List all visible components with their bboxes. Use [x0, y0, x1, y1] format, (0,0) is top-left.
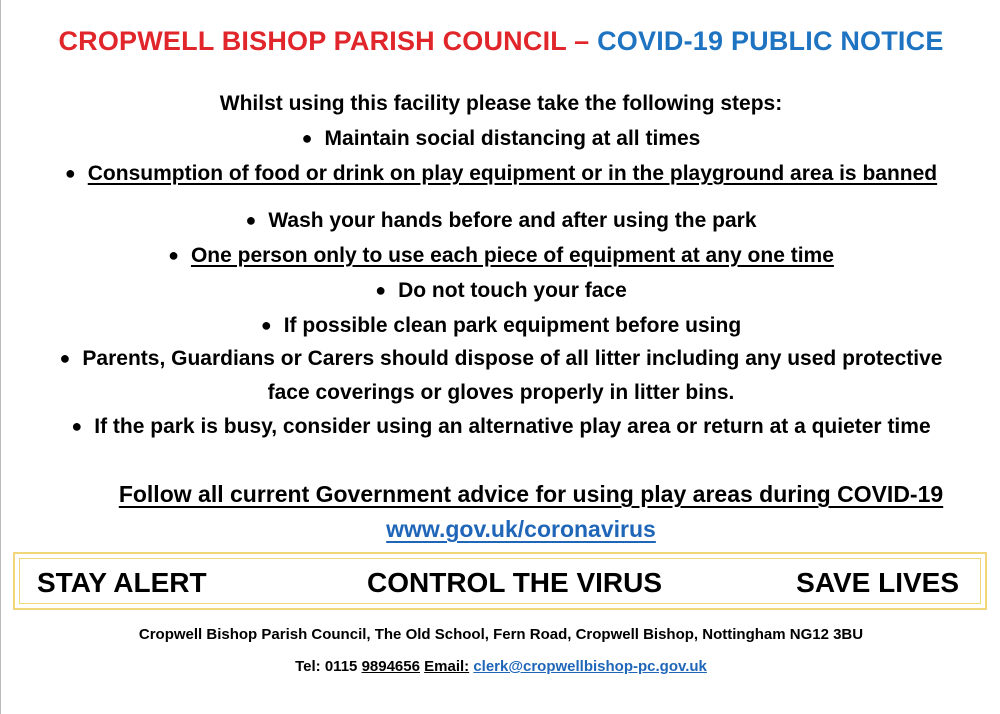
contact-line	[1, 658, 1000, 675]
tel-label: Tel:	[295, 658, 321, 675]
bullet-icon: ●	[59, 348, 71, 368]
step-item: ● Wash your hands before and after using the park	[245, 209, 757, 232]
bullet-icon: ●	[71, 416, 83, 436]
bullet-icon: ●	[245, 210, 257, 230]
slogan-save-lives: SAVE LIVES	[796, 567, 959, 598]
gov-link[interactable]: www.gov.uk/coronavirus	[386, 516, 656, 542]
email-label: Email:	[424, 658, 470, 675]
step-item: ● If the park is busy, consider using an alternative play area or return at a quieter time	[71, 415, 931, 438]
bullet-icon: ●	[301, 128, 313, 148]
bullet-icon: ●	[168, 245, 179, 265]
council-address: Cropwell Bishop Parish Council, The Old School, Fern Road, Cropwell Bishop, Nottingham NG12 3BU	[138, 626, 864, 643]
government-advice: Follow all current Government advice for using play areas during COVID-19	[118, 481, 944, 507]
step-item: ● Do not touch your face	[375, 279, 627, 302]
slogan-control-virus: CONTROL THE VIRUS	[367, 567, 663, 598]
title-council: CROPWELL BISHOP PARISH COUNCIL –	[58, 26, 590, 56]
slogan-banner	[13, 552, 987, 610]
step-item-continued: face coverings or gloves properly in litter bins.	[267, 381, 735, 404]
step-item: ● If possible clean park equipment before using	[260, 314, 742, 337]
tel-prefix: 0115	[324, 658, 358, 675]
tel-number[interactable]: 9894656	[361, 658, 420, 675]
step-item: ● Parents, Guardians or Carers should dispose of all litter including any used protective	[59, 347, 943, 370]
page-title	[1, 26, 1000, 57]
step-item: ● Consumption of food or drink on play equipment or in the playground area is banned	[64, 162, 938, 185]
bullet-icon: ●	[375, 280, 387, 300]
intro-text: Whilst using this facility please take the following steps:	[219, 92, 783, 115]
step-item: ● Maintain social distancing at all times	[301, 127, 701, 150]
bullet-icon: ●	[260, 315, 272, 335]
email-link[interactable]: clerk@cropwellbishop-pc.gov.uk	[473, 658, 707, 675]
step-item: ● One person only to use each piece of equipment at any one time	[168, 244, 834, 267]
bullet-icon: ●	[64, 163, 76, 183]
slogan-stay-alert: STAY ALERT	[37, 567, 207, 598]
title-notice: COVID-19 PUBLIC NOTICE	[597, 26, 944, 56]
